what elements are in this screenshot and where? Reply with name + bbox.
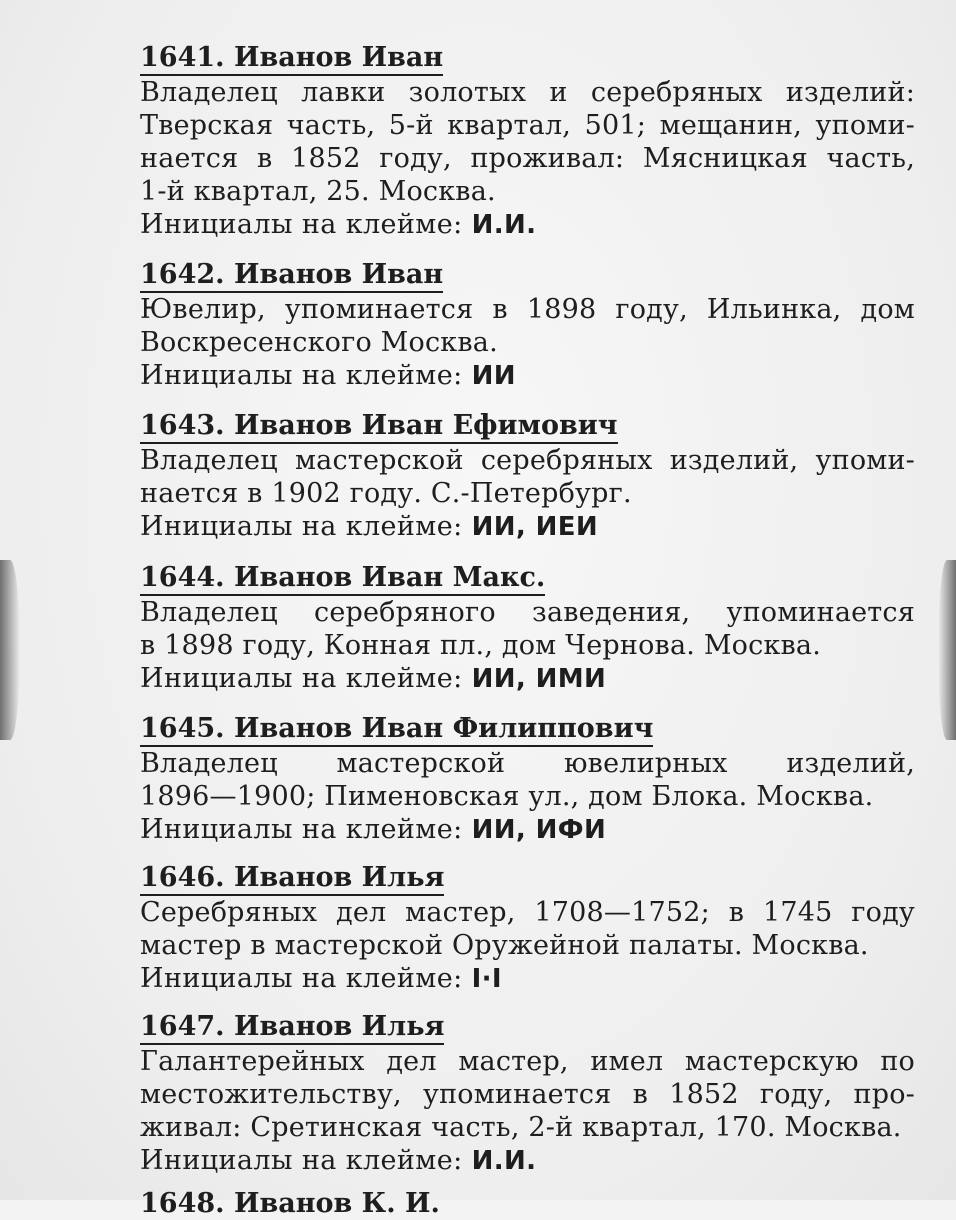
initials-mark: ИИ, ИМИ [471, 664, 607, 694]
entry-text-line: Владелец мастерской ювелирных изделий, [140, 748, 915, 779]
entry-text-line: Серебряных дел мастер, 1708—1752; в 1745 году [140, 897, 915, 928]
entry-text-line: Владелец мастерской серебряных изделий, упоми- [140, 445, 915, 476]
next-entry-heading-cutoff: 1648. Иванов К. И. [140, 1188, 440, 1219]
entry-1641 [140, 42, 915, 241]
initials-label: Инициалы на клейме: [140, 663, 463, 694]
entry-text-line: Владелец лавки золотых и серебряных изделий: [140, 77, 915, 108]
initials-line [140, 359, 915, 392]
entry-1645 [140, 713, 915, 846]
initials-label: Инициалы на клейме: [140, 963, 463, 994]
entry-1647 [140, 1011, 915, 1177]
initials-mark: I·I [471, 964, 502, 994]
initials-label: Инициалы на клейме: [140, 814, 463, 845]
entry-text-line: местожительству, упоминается в 1852 году, про- [140, 1079, 915, 1110]
entry-text-line: 1896—1900; Пименовская ул., дом Блока. Москва. [140, 781, 874, 812]
initials-line [140, 662, 915, 695]
entry-heading: 1641. Иванов Иван [140, 42, 443, 76]
entry-text-line: Ювелир, упоминается в 1898 году, Ильинка, дом [140, 294, 915, 325]
entry-heading: 1643. Иванов Иван Ефимович [140, 410, 618, 444]
initials-line [140, 510, 915, 543]
initials-label: Инициалы на клейме: [140, 511, 463, 542]
initials-line [140, 1144, 915, 1177]
initials-mark: ИИ [471, 361, 516, 391]
page-edge-shadow-right [938, 560, 956, 740]
entry-text-line: нается в 1852 году, проживал: Мясницкая часть, [140, 143, 915, 174]
entry-1643 [140, 410, 915, 543]
entry-1646 [140, 862, 915, 995]
entry-1642 [140, 259, 915, 392]
entry-1644 [140, 562, 915, 695]
entry-heading: 1645. Иванов Иван Филиппович [140, 713, 653, 747]
entry-heading: 1646. Иванов Илья [140, 862, 444, 896]
entry-text-line: нается в 1902 году. С.-Петербург. [140, 478, 632, 509]
initials-line [140, 208, 915, 241]
entry-text-line: живал: Сретинская часть, 2-й квартал, 170. Москва. [140, 1112, 902, 1143]
initials-line [140, 813, 915, 846]
entry-text-line: 1-й квартал, 25. Москва. [140, 176, 496, 207]
entry-heading: 1644. Иванов Иван Макс. [140, 562, 545, 596]
entry-text-line: Владелец серебряного заведения, упоминается [140, 597, 915, 628]
entry-heading: 1642. Иванов Иван [140, 259, 443, 293]
initials-mark: И.И. [471, 1146, 537, 1176]
initials-mark: ИИ, ИЕИ [471, 512, 599, 542]
initials-mark: ИИ, ИФИ [471, 815, 607, 845]
entry-text-line: в 1898 году, Конная пл., дом Чернова. Москва. [140, 630, 821, 661]
initials-mark: И.И. [471, 210, 537, 240]
page-edge-shadow-left [0, 560, 20, 740]
entry-text-line: Тверская часть, 5-й квартал, 501; мещанин, упоми- [140, 110, 915, 141]
initials-label: Инициалы на клейме: [140, 209, 463, 240]
entry-text-line: Галантерейных дел мастер, имел мастерскую по [140, 1046, 915, 1077]
initials-label: Инициалы на клейме: [140, 1145, 463, 1176]
initials-line [140, 962, 915, 995]
entry-heading: 1647. Иванов Илья [140, 1011, 444, 1045]
initials-label: Инициалы на клейме: [140, 360, 463, 391]
entry-text-line: Воскресенского Москва. [140, 327, 498, 358]
entry-text-line: мастер в мастерской Оружейной палаты. Москва. [140, 930, 869, 961]
